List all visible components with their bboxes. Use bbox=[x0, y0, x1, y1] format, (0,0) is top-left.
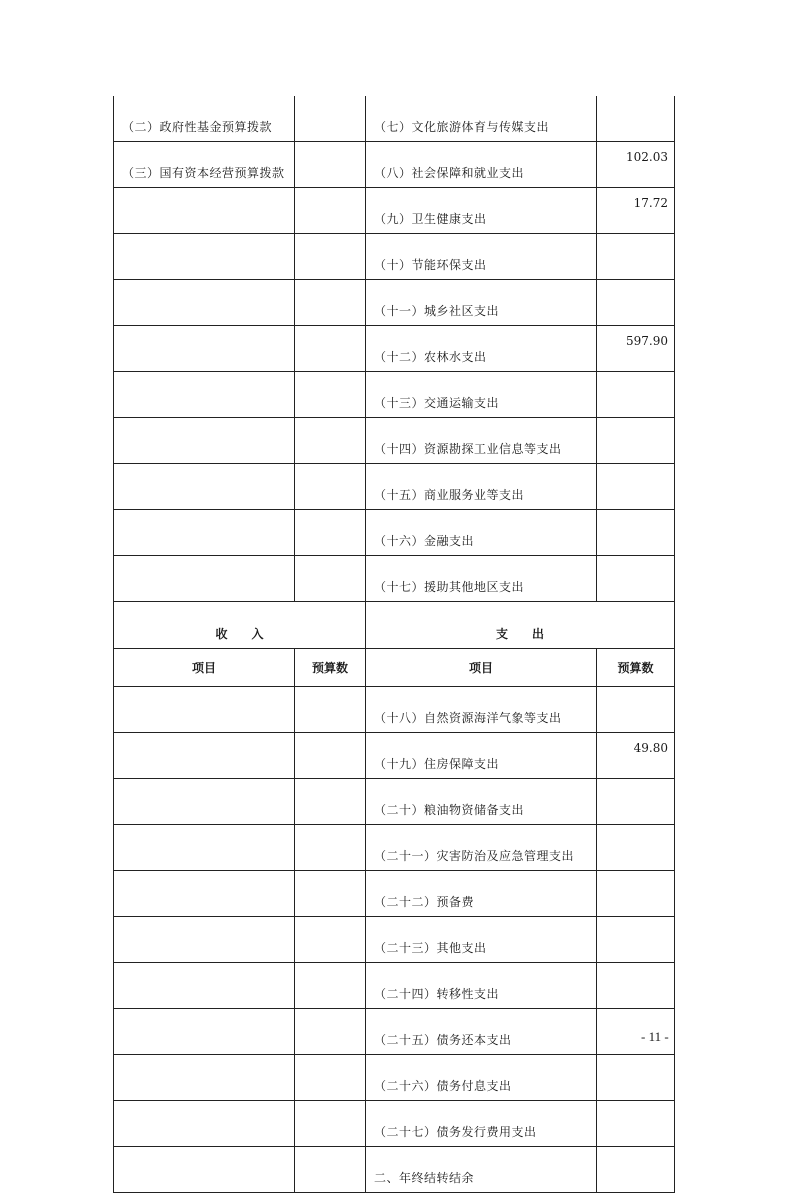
left-amount-cell bbox=[295, 188, 366, 234]
right-amount-cell bbox=[597, 1101, 675, 1147]
left-item-cell bbox=[114, 280, 295, 326]
table-row bbox=[114, 779, 675, 825]
left-item-cell bbox=[114, 871, 295, 917]
right-item-cell: （七）文化旅游体育与传媒支出 bbox=[366, 96, 597, 142]
table-row bbox=[114, 556, 675, 602]
right-item-cell: （二十四）转移性支出 bbox=[366, 963, 597, 1009]
column-header-left-amount: 预算数 bbox=[295, 649, 366, 687]
table-row bbox=[114, 326, 675, 372]
right-amount-cell bbox=[597, 1147, 675, 1193]
left-item-cell bbox=[114, 234, 295, 280]
right-item-cell: （十）节能环保支出 bbox=[366, 234, 597, 280]
table-row bbox=[114, 917, 675, 963]
left-item-cell: （二）政府性基金预算拨款 bbox=[114, 96, 295, 142]
right-item-cell: （十二）农林水支出 bbox=[366, 326, 597, 372]
right-amount-cell: 102.03 bbox=[597, 142, 675, 188]
right-amount-cell: 17.72 bbox=[597, 188, 675, 234]
right-amount-cell bbox=[597, 510, 675, 556]
right-item-cell: 二、年终结转结余 bbox=[366, 1147, 597, 1193]
column-header-row bbox=[114, 649, 675, 687]
left-amount-cell bbox=[295, 464, 366, 510]
left-amount-cell bbox=[295, 1009, 366, 1055]
right-amount-cell: 597.90 bbox=[597, 326, 675, 372]
right-item-cell: （九）卫生健康支出 bbox=[366, 188, 597, 234]
table-body-top bbox=[114, 96, 675, 602]
table-header-section bbox=[114, 602, 675, 687]
table-row bbox=[114, 234, 675, 280]
left-item-cell bbox=[114, 825, 295, 871]
table-row bbox=[114, 733, 675, 779]
right-item-cell: （十三）交通运输支出 bbox=[366, 372, 597, 418]
table-row bbox=[114, 871, 675, 917]
left-amount-cell bbox=[295, 142, 366, 188]
left-amount-cell bbox=[295, 687, 366, 733]
right-item-cell: （二十七）债务发行费用支出 bbox=[366, 1101, 597, 1147]
table-row bbox=[114, 188, 675, 234]
left-amount-cell bbox=[295, 733, 366, 779]
right-item-cell: （十九）住房保障支出 bbox=[366, 733, 597, 779]
right-amount-cell bbox=[597, 418, 675, 464]
left-amount-cell bbox=[295, 1101, 366, 1147]
left-amount-cell bbox=[295, 234, 366, 280]
right-amount-cell bbox=[597, 917, 675, 963]
table-row bbox=[114, 464, 675, 510]
right-amount-cell bbox=[597, 234, 675, 280]
table-row bbox=[114, 825, 675, 871]
table-row bbox=[114, 280, 675, 326]
left-amount-cell bbox=[295, 825, 366, 871]
table-row bbox=[114, 687, 675, 733]
left-amount-cell bbox=[295, 779, 366, 825]
table-row bbox=[114, 510, 675, 556]
right-amount-cell bbox=[597, 556, 675, 602]
page-number: - 11 - bbox=[641, 1029, 669, 1044]
left-item-cell bbox=[114, 326, 295, 372]
left-amount-cell bbox=[295, 280, 366, 326]
left-item-cell bbox=[114, 1101, 295, 1147]
left-item-cell bbox=[114, 510, 295, 556]
right-item-cell: （十五）商业服务业等支出 bbox=[366, 464, 597, 510]
left-amount-cell bbox=[295, 963, 366, 1009]
expense-section-header: 支 出 bbox=[366, 602, 675, 649]
section-header-row bbox=[114, 602, 675, 649]
right-item-cell: （二十）粮油物资储备支出 bbox=[366, 779, 597, 825]
left-item-cell bbox=[114, 188, 295, 234]
right-amount-cell bbox=[597, 825, 675, 871]
right-item-cell: （二十六）债务付息支出 bbox=[366, 1055, 597, 1101]
left-amount-cell bbox=[295, 1147, 366, 1193]
right-amount-cell bbox=[597, 963, 675, 1009]
right-amount-cell bbox=[597, 871, 675, 917]
right-amount-cell bbox=[597, 1055, 675, 1101]
left-item-cell bbox=[114, 963, 295, 1009]
left-amount-cell bbox=[295, 871, 366, 917]
left-amount-cell bbox=[295, 917, 366, 963]
right-amount-cell bbox=[597, 464, 675, 510]
right-item-cell: （十七）援助其他地区支出 bbox=[366, 556, 597, 602]
table-row bbox=[114, 1147, 675, 1193]
income-section-header: 收 入 bbox=[114, 602, 366, 649]
right-amount-cell: 49.80 bbox=[597, 733, 675, 779]
left-amount-cell bbox=[295, 510, 366, 556]
column-header-left-item: 项目 bbox=[114, 649, 295, 687]
left-amount-cell bbox=[295, 556, 366, 602]
left-item-cell: （三）国有资本经营预算拨款 bbox=[114, 142, 295, 188]
left-amount-cell bbox=[295, 372, 366, 418]
left-item-cell bbox=[114, 372, 295, 418]
table-row bbox=[114, 1101, 675, 1147]
right-item-cell: （十六）金融支出 bbox=[366, 510, 597, 556]
left-amount-cell bbox=[295, 96, 366, 142]
right-amount-cell bbox=[597, 779, 675, 825]
right-amount-cell bbox=[597, 372, 675, 418]
left-item-cell bbox=[114, 464, 295, 510]
right-item-cell: （十一）城乡社区支出 bbox=[366, 280, 597, 326]
right-item-cell: （二十二）预备费 bbox=[366, 871, 597, 917]
budget-table bbox=[113, 96, 675, 1193]
left-item-cell bbox=[114, 556, 295, 602]
table-row bbox=[114, 96, 675, 142]
left-item-cell bbox=[114, 779, 295, 825]
left-item-cell bbox=[114, 418, 295, 464]
right-amount-cell bbox=[597, 687, 675, 733]
right-amount-cell bbox=[597, 96, 675, 142]
right-item-cell: （二十一）灾害防治及应急管理支出 bbox=[366, 825, 597, 871]
right-item-cell: （二十五）债务还本支出 bbox=[366, 1009, 597, 1055]
left-amount-cell bbox=[295, 418, 366, 464]
table-row bbox=[114, 1055, 675, 1101]
left-item-cell bbox=[114, 917, 295, 963]
left-item-cell bbox=[114, 1055, 295, 1101]
right-item-cell: （二十三）其他支出 bbox=[366, 917, 597, 963]
left-amount-cell bbox=[295, 1055, 366, 1101]
table-row bbox=[114, 142, 675, 188]
right-item-cell: （十四）资源勘探工业信息等支出 bbox=[366, 418, 597, 464]
left-item-cell bbox=[114, 1147, 295, 1193]
left-item-cell bbox=[114, 1009, 295, 1055]
table-body-bottom bbox=[114, 687, 675, 1193]
table-row bbox=[114, 372, 675, 418]
column-header-right-amount: 预算数 bbox=[597, 649, 675, 687]
right-item-cell: （十八）自然资源海洋气象等支出 bbox=[366, 687, 597, 733]
left-item-cell bbox=[114, 687, 295, 733]
table-row bbox=[114, 1009, 675, 1055]
table-row bbox=[114, 963, 675, 1009]
right-item-cell: （八）社会保障和就业支出 bbox=[366, 142, 597, 188]
table-row bbox=[114, 418, 675, 464]
column-header-right-item: 项目 bbox=[366, 649, 597, 687]
right-amount-cell bbox=[597, 280, 675, 326]
left-amount-cell bbox=[295, 326, 366, 372]
left-item-cell bbox=[114, 733, 295, 779]
